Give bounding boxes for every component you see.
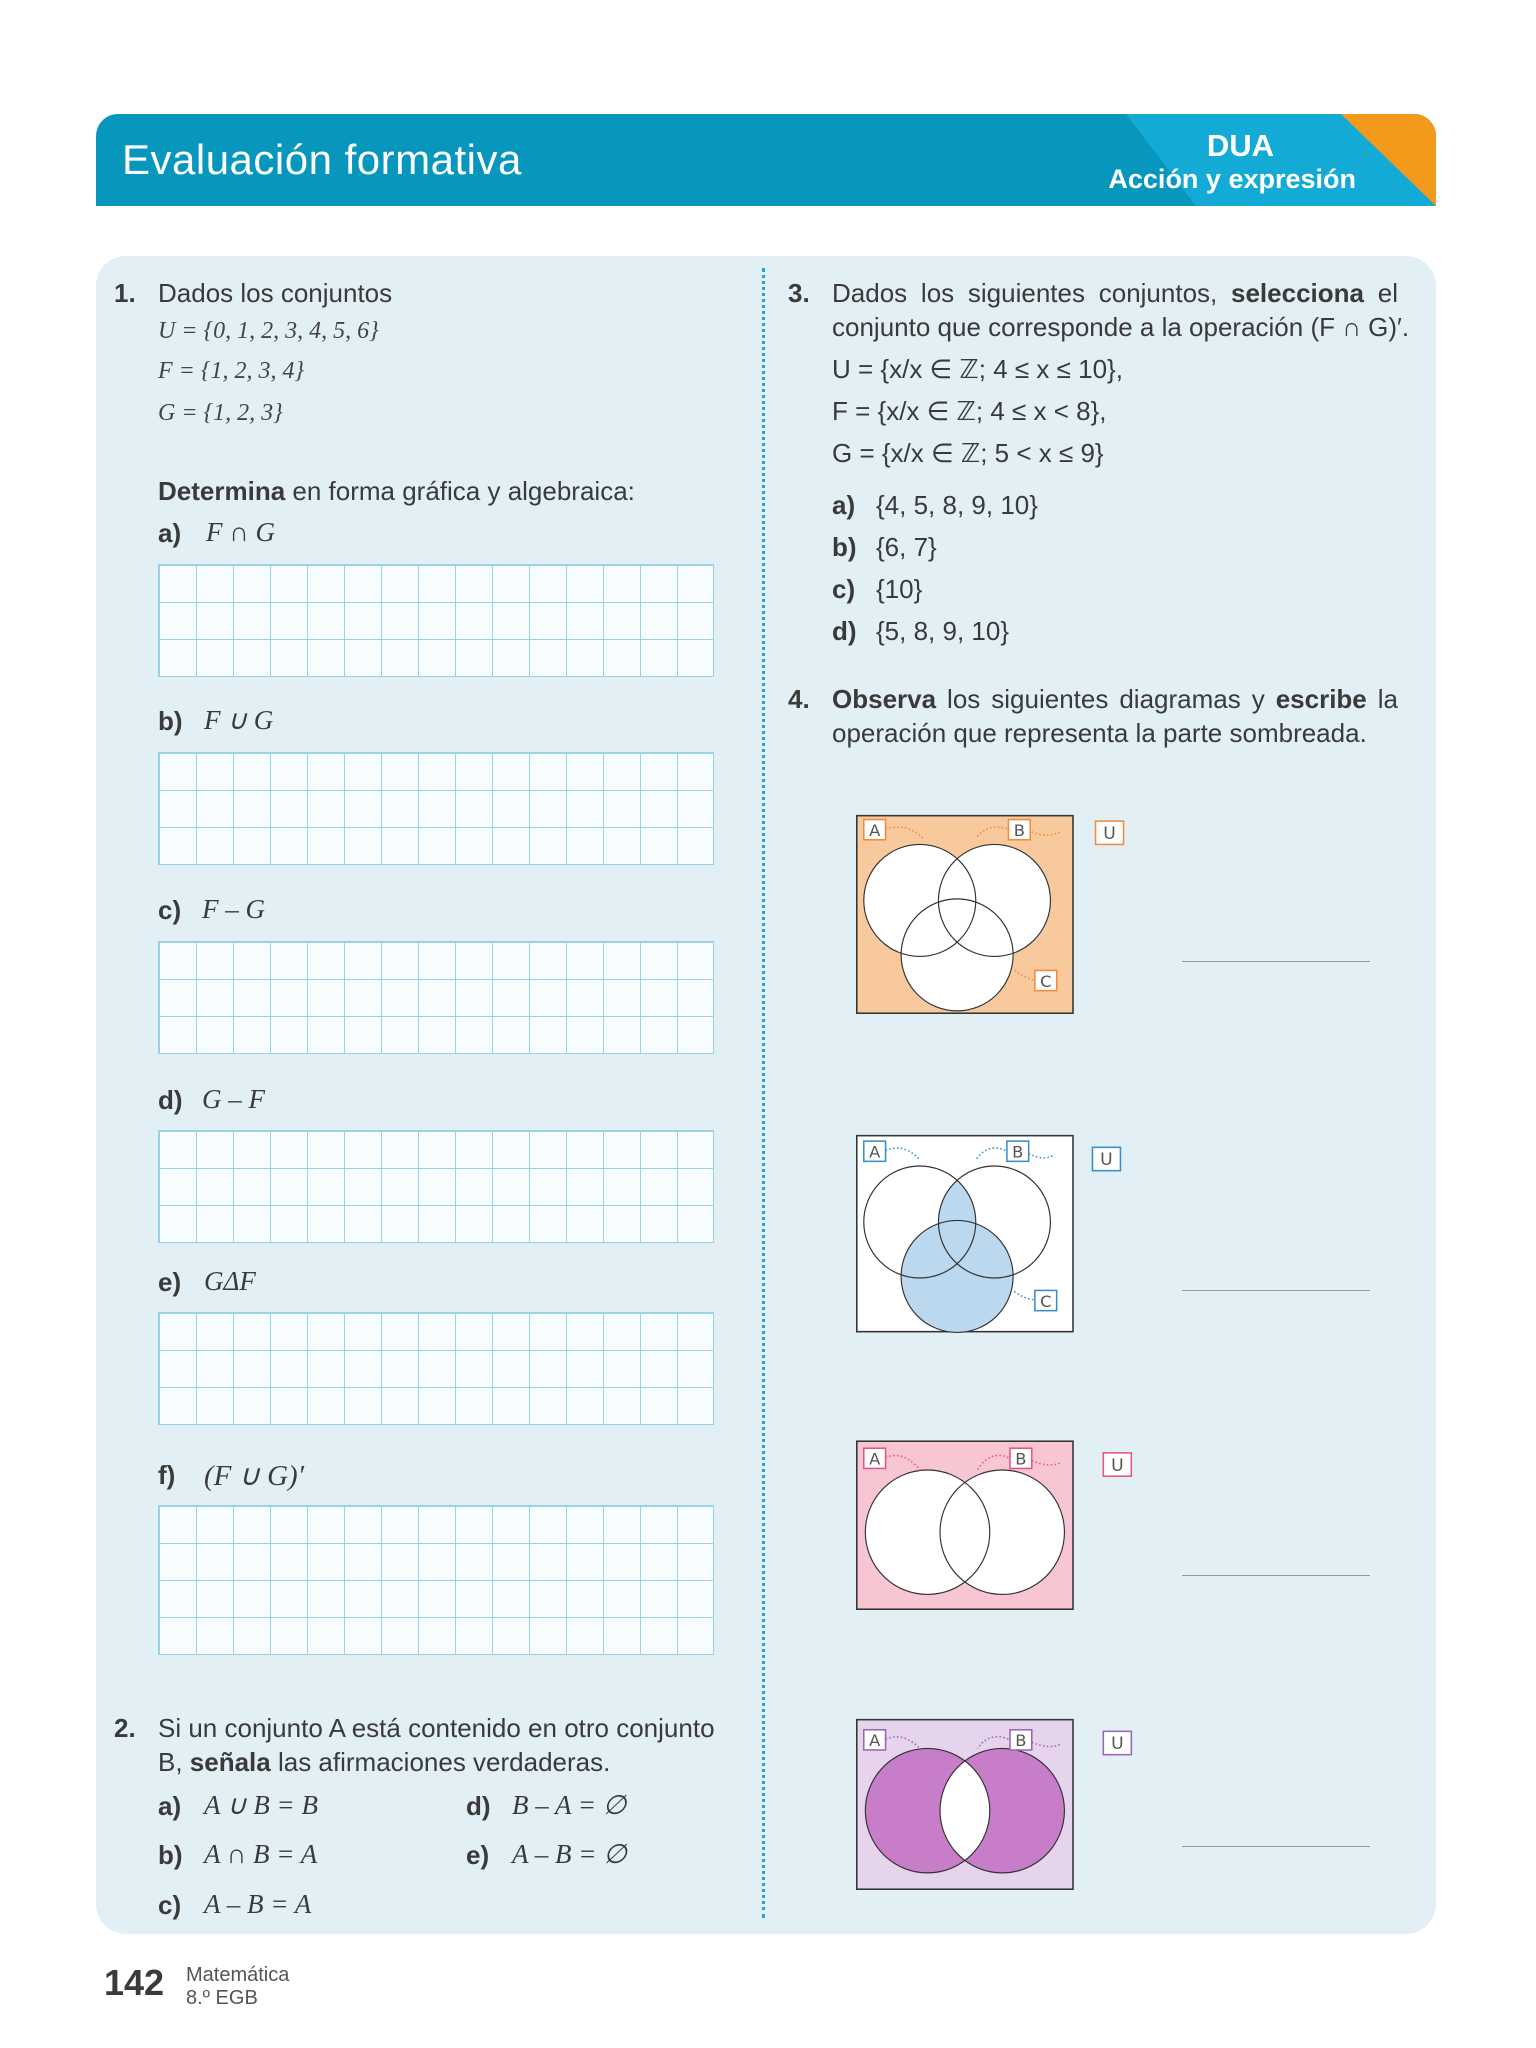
q2-option-e-label[interactable]: e) — [466, 1840, 490, 1870]
q3-set-u: U = {x/x ∈ ℤ; 4 ≤ x ≤ 10}, — [832, 354, 1123, 384]
answer-grid-f[interactable] — [158, 1505, 714, 1655]
q4-number: 4. — [788, 684, 810, 714]
q1-b-expr: F ∪ G — [204, 705, 274, 735]
q4-line1 — [832, 684, 1398, 715]
footer-subject: Matemática — [186, 1964, 290, 1986]
q3-option-d-value: {5, 8, 9, 10} — [876, 616, 1010, 646]
footer-grade: 8.º EGB — [186, 1987, 258, 2009]
label-a: A — [869, 1449, 881, 1469]
q2-line2-rest: las afirmaciones verdaderas. — [270, 1747, 611, 1777]
label-u: U — [1111, 1734, 1124, 1755]
q1-a-expr: F ∩ G — [206, 517, 275, 547]
answer-grid-c[interactable] — [158, 941, 714, 1054]
answer-grid-a[interactable] — [158, 564, 714, 677]
q3-line1-rest: el — [1364, 278, 1398, 308]
answer-line-1[interactable] — [1182, 961, 1370, 962]
q4-line1-mid: los siguientes diagramas y — [936, 684, 1276, 714]
q1-instruction — [158, 476, 635, 507]
q2-option-c-expr: A – B = A — [204, 1889, 312, 1919]
q2-option-e-expr: A – B = ∅ — [512, 1839, 627, 1869]
q2-option-b-expr: A ∩ B = A — [204, 1839, 318, 1869]
q4-line1-rest: la — [1366, 684, 1398, 714]
q1-c-label: c) — [158, 895, 182, 925]
circle-b — [940, 1470, 1064, 1594]
column-divider — [762, 268, 765, 1918]
q2-option-d-expr: B – A = ∅ — [512, 1790, 627, 1820]
q1-d-expr: G – F — [202, 1084, 265, 1114]
q1-f-label: f) — [158, 1460, 176, 1490]
q3-option-b-value: {6, 7} — [876, 532, 937, 562]
label-b: B — [1013, 820, 1025, 840]
label-u: U — [1103, 824, 1116, 844]
label-b: B — [1015, 1731, 1027, 1751]
q2-number: 2. — [114, 1713, 136, 1743]
q1-d-label: d) — [158, 1085, 183, 1115]
q1-a-label: a) — [158, 518, 182, 548]
answer-grid-e[interactable] — [158, 1312, 714, 1425]
dua-title: DUA — [1206, 128, 1274, 163]
label-b: B — [1012, 1142, 1024, 1162]
q1-instruction-rest: en forma gráfica y algebraica: — [285, 476, 635, 506]
q3-option-c-label[interactable]: c) — [832, 574, 856, 604]
dua-subtitle: Acción y expresión — [1108, 164, 1356, 194]
q1-e-expr: GΔF — [204, 1266, 256, 1296]
page-number: 142 — [104, 1962, 165, 2003]
label-a: A — [869, 1731, 881, 1751]
q2-option-d-label[interactable]: d) — [466, 1791, 491, 1821]
q3-line1-start: Dados los siguientes conjuntos, — [832, 278, 1232, 308]
q1-e-label: e) — [158, 1267, 182, 1297]
q4-line2: operación que representa la parte sombreada. — [832, 718, 1367, 748]
q3-option-c-value: {10} — [876, 574, 923, 604]
q3-set-g: G = {x/x ∈ ℤ; 5 < x ≤ 9} — [832, 438, 1104, 468]
q1-c-expr: F – G — [202, 894, 265, 924]
q2-line2-bold: señala — [189, 1747, 271, 1777]
answer-grid-b[interactable] — [158, 752, 714, 865]
q1-set-u: U = {0, 1, 2, 3, 4, 5, 6} — [158, 318, 379, 344]
label-b: B — [1015, 1449, 1027, 1469]
q2-line2 — [158, 1747, 610, 1778]
q3-line2: conjunto que corresponde a la operación (F ∩ G)′. — [832, 312, 1410, 342]
q3-option-a-label[interactable]: a) — [832, 490, 856, 520]
venn-diagram-3 — [856, 1416, 1136, 1636]
q3-option-b-label[interactable]: b) — [832, 532, 857, 562]
q1-set-f: F = {1, 2, 3, 4} — [158, 358, 305, 384]
header-band — [96, 114, 1436, 206]
q1-number: 1. — [114, 278, 136, 308]
q2-line1: Si un conjunto A está contenido en otro conjunto — [158, 1713, 715, 1743]
q3-option-d-label[interactable]: d) — [832, 616, 857, 646]
q3-set-f: F = {x/x ∈ ℤ; 4 ≤ x < 8}, — [832, 396, 1107, 426]
q1-set-g: G = {1, 2, 3} — [158, 400, 283, 426]
q3-option-a-value: {4, 5, 8, 9, 10} — [876, 490, 1038, 520]
venn-diagram-4 — [856, 1694, 1136, 1918]
answer-line-2[interactable] — [1182, 1290, 1370, 1291]
label-c: C — [1040, 1291, 1052, 1311]
page-title: Evaluación formativa — [122, 136, 522, 183]
q4-line1-bold2: escribe — [1275, 684, 1367, 714]
q3-line1 — [832, 278, 1398, 309]
q1-intro: Dados los conjuntos — [158, 278, 393, 308]
label-u: U — [1100, 1150, 1113, 1171]
q1-f-expr: (F ∪ G)′ — [204, 1460, 305, 1492]
q1-instruction-bold: Determina — [158, 476, 286, 506]
answer-line-3[interactable] — [1182, 1575, 1370, 1576]
label-c: C — [1040, 971, 1052, 991]
q2-option-a-expr: A ∪ B = B — [204, 1790, 318, 1820]
exercise-panel — [96, 256, 1436, 1934]
venn-diagram-1 — [856, 786, 1136, 1046]
q3-line1-bold: selecciona — [1231, 278, 1364, 308]
label-a: A — [869, 1142, 881, 1162]
venn-diagram-2 — [856, 1106, 1136, 1366]
q2-option-a-label[interactable]: a) — [158, 1791, 182, 1821]
q1-b-label: b) — [158, 706, 183, 736]
answer-line-4[interactable] — [1182, 1846, 1370, 1847]
q2-option-c-label[interactable]: c) — [158, 1890, 182, 1920]
q2-option-b-label[interactable]: b) — [158, 1840, 183, 1870]
answer-grid-d[interactable] — [158, 1130, 714, 1243]
q2-line2-start: B, — [158, 1747, 190, 1777]
q4-line1-bold1: Observa — [832, 684, 937, 714]
q3-number: 3. — [788, 278, 810, 308]
label-a: A — [869, 820, 881, 840]
label-u: U — [1111, 1455, 1124, 1476]
